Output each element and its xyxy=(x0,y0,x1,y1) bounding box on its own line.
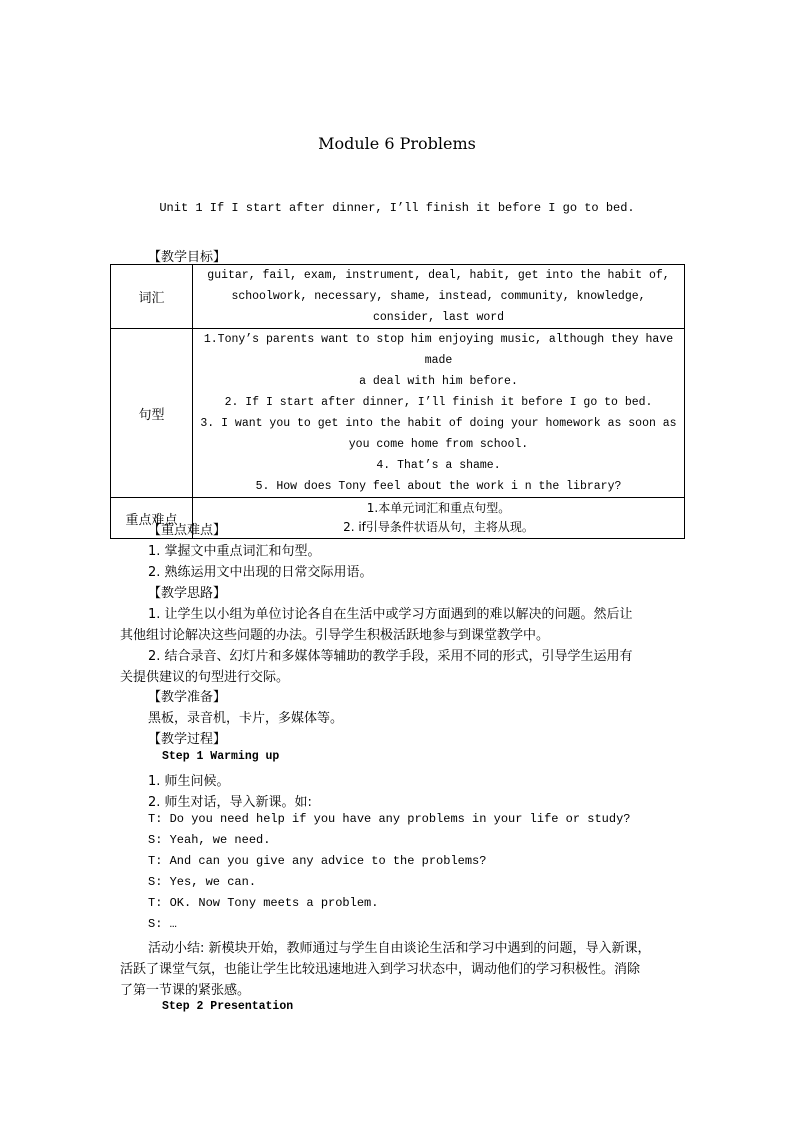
sentence-line: 1.Tony’s parents want to stop him enjoying music, although they have made xyxy=(203,333,674,367)
key-points-heading: 【重点难点】 xyxy=(148,523,227,538)
activity-summary: 活动小结: 新模块开始，教师通过与学生自由谈论生活和学习中遇到的问题，导入新课， xyxy=(148,941,651,956)
key-content xyxy=(193,498,685,539)
activity-summary: 了第一节课的紧张感。 xyxy=(120,983,251,998)
dialogue-line: S: Yeah, we need. xyxy=(148,833,271,847)
sentence-line: 5. How does Tony feel about the work i n the library? xyxy=(255,480,622,493)
sentence-line: 4. That’s a shame. xyxy=(376,459,501,472)
dialogue-line: T: OK. Now Tony meets a problem. xyxy=(148,896,379,910)
dialogue-line: T: Do you need help if you have any problems in your life or study? xyxy=(148,812,631,826)
approach-heading: 【教学思路】 xyxy=(148,586,227,601)
key-line: 1.本单元词汇和重点句型。 xyxy=(366,501,511,515)
key-point-item: 2. 熟练运用文中出现的日常交际用语。 xyxy=(148,565,373,580)
dialogue-line: T: And can you give any advice to the problems? xyxy=(148,854,487,868)
activity-summary: 活跃了课堂气氛，也能让学生比较迅速地进入到学习状态中，调动他们的学习积极性。消除 xyxy=(120,962,641,977)
approach-text: 2. 结合录音、幻灯片和多媒体等辅助的教学手段，采用不同的形式，引导学生运用有 xyxy=(148,649,633,664)
key-label: 重点难点 xyxy=(111,498,193,539)
prep-heading: 【教学准备】 xyxy=(148,690,227,705)
sentence-content xyxy=(193,329,685,498)
step-item: 2. 师生对话，导入新课。如: xyxy=(148,795,312,810)
sentence-label: 句型 xyxy=(111,329,193,498)
sentence-line: a deal with him before. xyxy=(359,375,518,388)
key-point-item: 1. 掌握文中重点词汇和句型。 xyxy=(148,544,321,559)
vocab-line: guitar, fail, exam, instrument, deal, habit, get into the habit of, xyxy=(207,269,670,282)
process-heading: 【教学过程】 xyxy=(148,732,227,747)
goals-heading: 【教学目标】 xyxy=(148,250,227,265)
teaching-goals-table xyxy=(110,264,685,539)
dialogue-line: S: … xyxy=(148,917,177,931)
vocab-line: consider, last word xyxy=(372,311,505,324)
key-line: 2. if引导条件状语从句，主将从现。 xyxy=(343,520,534,534)
sentence-row xyxy=(111,329,685,498)
approach-text: 1. 让学生以小组为单位讨论各自在生活中或学习方面遇到的难以解决的问题。然后让 xyxy=(148,607,633,622)
vocab-content xyxy=(193,265,685,329)
vocab-label: 词汇 xyxy=(111,265,193,329)
sentence-line: you come home from school. xyxy=(348,438,529,451)
step-1-heading: Step 1 Warming up xyxy=(162,750,280,763)
sentence-line: 2. If I start after dinner, I’ll finish it before I go to bed. xyxy=(224,396,653,409)
vocab-row xyxy=(111,265,685,329)
approach-text: 其他组讨论解决这些问题的办法。引导学生积极活跃地参与到课堂教学中。 xyxy=(120,628,550,643)
step-2-heading: Step 2 Presentation xyxy=(162,1000,294,1013)
step-item: 1. 师生问候。 xyxy=(148,774,230,789)
approach-text: 关提供建议的句型进行交际。 xyxy=(120,670,290,685)
page-title: Module 6 Problems xyxy=(318,134,476,153)
dialogue-line: S: Yes, we can. xyxy=(148,875,257,889)
prep-text: 黑板，录音机，卡片，多媒体等。 xyxy=(148,711,344,726)
sentence-line: 3. I want you to get into the habit of doing your homework as soon as xyxy=(200,417,677,430)
unit-subtitle: Unit 1 If I start after dinner, I’ll finish it before I go to bed. xyxy=(159,201,635,215)
vocab-line: schoolwork, necessary, shame, instead, community, knowledge, xyxy=(231,290,646,303)
